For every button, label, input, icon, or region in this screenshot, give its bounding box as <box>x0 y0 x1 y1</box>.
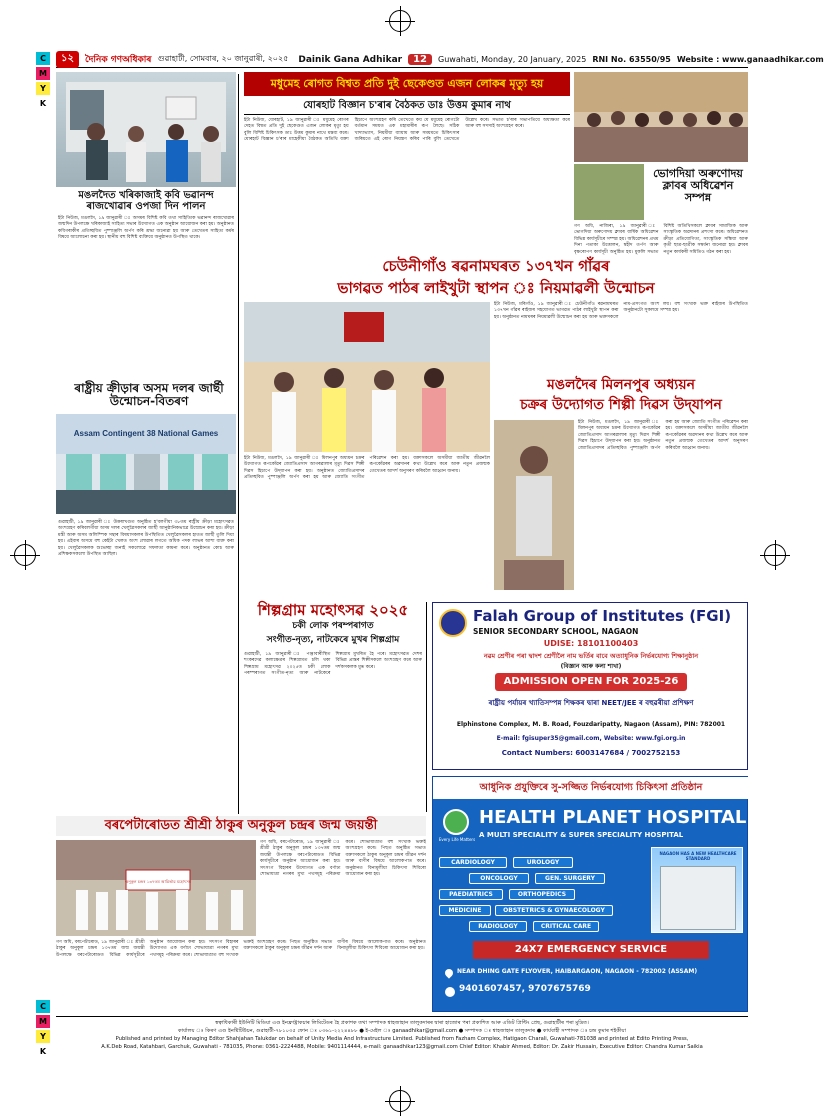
hph-logo-icon <box>443 809 469 835</box>
rni: RNI No. 63550/95 <box>592 55 671 64</box>
photo-procession <box>56 840 256 936</box>
column-rule-mid <box>426 602 427 812</box>
body-top: ইটা নিউজ, যোৰহাট, ১৯ জানুৱাৰী ঃ মধুমেহ ৰোগৰ দেহত বিশ্বত প্ৰতি দুই ছেকেণ্ডত এজন লোকৰ মৃত্যু হয় বুলি বিশিষ্ট চিকিৎসক ডাঃ উত্তম কুমাৰ নাথে মন্তব্য কৰে। যোৰহাট বিজ্ঞান চ'ৰাৰ মাহেকীয়া বৈঠকত অতিথি বক্তা হিচাপে অংশগ্ৰহণ কৰি তেখেতে কয় যে মধুমেহ ৰোগটো বৰ্তমান সময়ত এক মহামাৰীৰ ৰূপ লৈছে। সঠিক খাদ্যাভ্যাস, নিয়মীয়া ব্যায়াম আৰু সময়মতে চিকিৎসাৰ জৰিয়তে এই ৰোগ নিয়ন্ত্ৰণ কৰিব পাৰি বুলি তেখেতে উল্লেখ কৰে। সভাত চ'ৰাৰ সভাপতিয়ে অধ্যক্ষতা কৰে আৰু বহু সদস্যই অংশগ্ৰহণ কৰে। <box>244 118 570 143</box>
headline-left2: ৰাষ্ট্ৰীয় ক্ৰীড়াৰ অসম দলৰ জাৰ্ছী উন্মোচন-বিতৰণ <box>74 381 224 409</box>
website: Website : www.ganaadhikar.com <box>676 55 824 64</box>
photo-ceremony <box>56 72 236 187</box>
fgi-udise: UDISE: 18101100403 <box>543 639 639 648</box>
fgi-tagline: নৱম শ্ৰেণীৰ পৰা দ্বাদশ শ্ৰেণীলৈ নাম ভৰ্তিৰ বাবে অত্যাধুনিক নিৰ্ভৰযোগ্য শিক্ষানুষ্ঠান <box>483 652 699 660</box>
page-badge: ১২ <box>56 51 79 68</box>
headline-mid2-line1: মঙলদৈৰ মিলনপুৰ অধ্যয়ন <box>547 377 695 393</box>
dept-cardiology: CARDIOLOGY <box>439 857 507 868</box>
headline-mid2-line2: চক্ৰৰ উদ্যোগত শিল্পী দিৱস উদ্‌যাপন <box>520 397 722 413</box>
page-header <box>56 52 824 68</box>
registration-mark-left <box>14 544 36 566</box>
fgi-logo-icon <box>439 609 467 637</box>
masthead: দৈনিক গণঅধিকাৰ <box>85 55 152 65</box>
cmyk-bar-top: C M Y K <box>36 52 50 112</box>
dept-obstetrics: OBSTETRICS & GYNAECOLOGY <box>495 905 613 916</box>
fgi-title: Falah Group of Institutes (FGI) <box>473 607 732 625</box>
body-mid2-a: ইটা নিউজ, মঙলদৈ, ১৯ জানুৱাৰী ঃ মিলনপুৰ অধ্যয়ন চক্ৰৰ উদ্যোগত ৰূপকোঁৱৰ জ্যোতিপ্ৰসাদ আগৰৱালাৰ মৃত্যু দিৱস শিল্পী দিৱস হিচাপে উদ্‌যাপন কৰা হয়। অনুষ্ঠানত জ্যোতিপ্ৰসাদৰ প্ৰতিচ্ছবিত পুষ্পাঞ্জলি অৰ্পণ কৰা হয় আৰু জ্যোতি সংগীত পৰিৱেশন কৰা হয়। বক্তাসকলে অসমীয়া জাতীয় জীৱনলৈ ৰূপকোঁৱৰৰ অৱদানৰ কথা উল্লেখ কৰে আৰু নতুন প্ৰজন্মক তেখেতৰ আদৰ্শ অনুসৰণ কৰিবলৈ আহ্বান জনায়। <box>244 456 490 481</box>
body-mid3: গুৱাহাটী, ১৯ জানুৱাৰী ঃ পঞ্জাবাৰীস্থিত শংকৰদেৱ কলাক্ষেত্ৰৰ শিল্পগ্ৰামত চলি থকা শিল্পগ্ৰাম মহোৎসৱ ২০২৫ত চকী লোক পৰম্পৰাগত সংগীত-নৃত্য আৰু নাটকেৰে শিল্পগ্ৰাম মুখৰিত হৈ পৰে। মহোৎসৱত দেশৰ বিভিন্ন প্ৰান্তৰ শিল্পীসকলে অংশগ্ৰহণ কৰে আৰু দৰ্শকসকলক মুগ্ধ কৰে। <box>244 652 422 677</box>
date-en: Guwahati, Monday, 20 January, 2025 <box>438 55 587 64</box>
fgi-contact: Contact Numbers: 6003147684 / 7002752153 <box>501 749 681 757</box>
subhead-mid3-2: সংগীত-নৃত্য, নাটকেৰে মুখৰ শিল্পগ্ৰাম <box>266 635 400 645</box>
fgi-address: Elphinstone Complex, M. B. Road, Fouzdaripatty, Nagaon (Assam), PIN: 782001 <box>456 721 726 728</box>
fgi-admission: ADMISSION OPEN FOR 2025-26 <box>495 673 687 691</box>
hph-building-text: NAGAON HAS A NEW HEALTHCARE STANDARD <box>659 851 737 861</box>
footer-rule <box>56 1016 748 1017</box>
body-mid1: ইটা নিউজ, মৰিগাঁও, ১৯ জানুৱাৰী ঃ চেউনীগাঁও ৰৱনামঘৰত ১৩৭খন গাঁৱৰ ৰাইজৰ সহযোগত ভাগৱত পাঠৰ লাইখুটা স্থাপন কৰা হয়। অনুষ্ঠানত নামঘৰৰ নিয়মাৱলী উন্মোচন কৰা হয় আৰু ভক্তসকলে নাম-প্ৰসংগত অংশ লয়। বহু সংখ্যক ভক্ত ৰাইজৰ উপস্থিতিত অনুষ্ঠানটো সুকলমে সম্পন্ন হয়। <box>494 302 748 320</box>
hph-logo-text: Every Life Matters <box>438 837 476 842</box>
subhead-top: যোৰহাট বিজ্ঞান চ'ৰাৰ বৈঠকত ডাঃ উত্তম কুমাৰ নাথ <box>244 100 570 115</box>
body-bottom-b: গণ অধি, বৰপেটাৰোড, ১৯ জানুৱাৰী ঃ শ্ৰীশ্ৰী ঠাকুৰ অনুকূল চন্দ্ৰৰ ১৩৭তম জন্ম জয়ন্তী উপলক্ষে বৰপেটাৰোডত বিভিন্ন কাৰ্যসূচীৰে অনুষ্ঠান আয়োজন কৰা হয়। সৎসংগ বিহাৰৰ উদ্যোগত এক বৰ্ণাঢ্য শোভাযাত্ৰা নগৰৰ মুখ্য পথসমূহ পৰিক্ৰমা কৰে। শোভাযাত্ৰাত বহু সংখ্যক ভক্তই অংশগ্ৰহণ কৰে। পিছত অনুষ্ঠিত সভাত বক্তাসকলে ঠাকুৰ অনুকূল চন্দ্ৰৰ জীৱন দৰ্শন আৰু বাণীৰ বিষয়ে আলোকপাত কৰে। অনুষ্ঠানত বিনামূলীয়া চিকিৎসা শিবিৰো আয়োজন কৰা হয়। <box>56 940 426 958</box>
hph-name: HEALTH PLANET HOSPITAL <box>479 807 747 828</box>
hph-banner: আধুনিক প্ৰযুক্তিৰে সু-সজ্জিত নিৰ্ভৰযোগ্য চিকিৎসা প্ৰতিষ্ঠান <box>433 777 749 799</box>
headline-right1: ভোগদিয়া অৰুণোদয় ক্লাবৰ অধিৱেশন সম্পন্ন <box>653 167 743 205</box>
poster-text: অনুকূল চন্দ্ৰৰ ১৩৭তম আৱিৰ্ভাৱ মহোৎসৱ <box>124 879 192 884</box>
photo-books <box>574 164 644 220</box>
hph-phone: 9401607457, 9707675769 <box>459 984 591 994</box>
registration-mark-top <box>389 10 411 32</box>
body-mid2-b: ইটা নিউজ, মঙলদৈ, ১৯ জানুৱাৰী ঃ মিলনপুৰ অধ্যয়ন চক্ৰৰ উদ্যোগত ৰূপকোঁৱৰ জ্যোতিপ্ৰসাদ আগৰৱালাৰ মৃত্যু দিৱস শিল্পী দিৱস হিচাপে উদ্‌যাপন কৰা হয়। অনুষ্ঠানত জ্যোতিপ্ৰসাদৰ প্ৰতিচ্ছবিত পুষ্পাঞ্জলি অৰ্পণ কৰা হয় আৰু জ্যোতি সংগীত পৰিৱেশন কৰা হয়। বক্তাসকলে অসমীয়া জাতীয় জীৱনলৈ ৰূপকোঁৱৰৰ অৱদানৰ কথা উল্লেখ কৰে আৰু নতুন প্ৰজন্মক তেখেতৰ আদৰ্শ অনুসৰণ কৰিবলৈ আহ্বান জনায়। <box>578 420 748 451</box>
headline-mid1-line2: ভাগৱত পাঠৰ লাইখুটা স্থাপন ঃ নিয়মাৱলী উন্মোচন <box>337 279 655 297</box>
dept-critical-care: CRITICAL CARE <box>533 921 599 932</box>
footer-line1: স্বত্বাধিকাৰী ইউনিটি মিডিয়া এণ্ড ইনফ্ৰাষ্ট্ৰাকচাৰ লিমিটেডৰ হৈ প্ৰকাশক তথা সম্পাদক শ্বাহজাহান তালুকদাৰৰ দ্বাৰা হাজোৰ পৰা প্ৰকাশিত আৰু এডিট প্ৰিন্টিং প্ৰেছ, গুৱাহাটীৰ পৰা মুদ্ৰিত। <box>215 1020 589 1026</box>
dept-gen-surgery: GEN. SURGERY <box>535 873 605 884</box>
hph-emergency: 24X7 EMERGENCY SERVICE <box>473 941 709 959</box>
photo-club <box>574 72 748 162</box>
location-icon <box>443 967 454 978</box>
title-en: Dainik Gana Adhikar <box>298 54 403 65</box>
column-rule-left <box>238 74 239 814</box>
dept-radiology: RADIOLOGY <box>469 921 527 932</box>
ad-health-planet <box>432 776 748 1012</box>
dept-paediatrics: PAEDIATRICS <box>439 889 503 900</box>
headline-bottom: বৰপেটাৰোডত শ্ৰীশ্ৰী ঠাকুৰ অনুকূল চন্দ্ৰৰ জন্ম জয়ন্তী <box>56 816 426 836</box>
footer-line2: কাৰ্যালয় ঃ কিৰণ এণ্ড ইনষ্টিটিউচন, গুৱাহাটী-৭৮১০৩৫ ফোন ঃ ০৩৬১-২২২৪৪৮৮ ● ই-মেইল ঃ ganaadhikar@gmail.com ● সম্পাদক ঃ শ্বাহজাহান তালুকদাৰ ● কাৰ্যবাহী সম্পাদক ঃ চন্দ্ৰ কুমাৰ শইকীয়া <box>178 1028 626 1034</box>
body-bottom-a: গণ অধি, বৰপেটাৰোড, ১৯ জানুৱাৰী ঃ শ্ৰীশ্ৰী ঠাকুৰ অনুকূল চন্দ্ৰৰ ১৩৭তম জন্ম জয়ন্তী উপলক্ষে বৰপেটাৰোডত বিভিন্ন কাৰ্যসূচীৰে অনুষ্ঠান আয়োজন কৰা হয়। সৎসংগ বিহাৰৰ উদ্যোগত এক বৰ্ণাঢ্য শোভাযাত্ৰা নগৰৰ মুখ্য পথসমূহ পৰিক্ৰমা কৰে। শোভাযাত্ৰাত বহু সংখ্যক ভক্তই অংশগ্ৰহণ কৰে। পিছত অনুষ্ঠিত সভাত বক্তাসকলে ঠাকুৰ অনুকূল চন্দ্ৰৰ জীৱন দৰ্শন আৰু বাণীৰ বিষয়ে আলোকপাত কৰে। অনুষ্ঠানত বিনামূলীয়া চিকিৎসা শিবিৰো আয়োজন কৰা হয়। <box>260 840 426 878</box>
subhead-mid3-1: চকী লোক পৰম্পৰাগত <box>292 621 374 631</box>
photo-jersey <box>56 414 236 514</box>
page-number: 12 <box>408 54 432 65</box>
dept-oncology: ONCOLOGY <box>469 873 529 884</box>
registration-mark-right <box>764 544 786 566</box>
body-right1: গণ অধি, নাজিৰা, ১৯ জানুৱাৰী ঃ ভোগদিয়া অৰুণোদয় ক্লাবৰ বাৰ্ষিক অধিৱেশন বিভিন্ন কাৰ্যসূচীৰে সম্পন্ন হয়। অধিৱেশনৰ প্ৰথম দিনা পতাকা উত্তোলন, শ্বহীদ তৰ্পণ আৰু বৃক্ষৰোপণ কাৰ্যসূচী অনুষ্ঠিত হয়। মুকলি সভাত বিশিষ্ট অতিথিসকলে ক্লাবৰ সামাজিক আৰু সাংস্কৃতিক অৱদানৰ প্ৰশংসা কৰে। অধিৱেশনত ক্ৰীড়া প্ৰতিযোগিতা, সাংস্কৃতিক সন্ধিয়া আৰু কৃতী ছাত্ৰ-ছাত্ৰীক সম্বৰ্ধনা জনোৱা হয়। ক্লাবৰ নতুন কাৰ্যকৰী সমিতিও গঠন কৰা হয়। <box>574 224 748 255</box>
tshirt-board-text: Assam Contingent 38 National Games <box>73 429 219 438</box>
body-left2: গুৱাহাটী, ১৯ জানুৱাৰী ঃ উত্তৰাখণ্ডত অনুষ্ঠিত হ'বলগীয়া ৩৮তম ৰাষ্ট্ৰীয় ক্ৰীড়া মহোৎসৱত অংশগ্ৰহণ কৰিবলগীয়া অসম দলৰ খেলুৱৈসকলৰ জাৰ্ছী আনুষ্ঠানিকভাৱে উন্মোচন কৰা হয়। ক্ৰীড়া মন্ত্ৰী আৰু অসম অলিম্পিক সন্থাৰ বিষয়াসকলৰ উপস্থিতিত খেলুৱৈসকলৰ হাতত জাৰ্ছী তুলি দিয়া হয়। এইবাৰ অসমে বহু কেইটা খেলত অংশ লোৱাৰ লগতে অধিক পদক লাভৰ আশা ব্যক্ত কৰা হয়। খেলুৱৈসকলক শুভেচ্ছা জনাই সকলোৱে সফলতা কামনা কৰে। অনুষ্ঠানত কোচ আৰু প্ৰশিক্ষকসকলো উপস্থিত আছিল। <box>58 520 234 558</box>
photo-artist-day <box>494 420 574 590</box>
phone-icon <box>445 987 455 997</box>
headline-mid1-line1: চেউনীগাঁও ৰৱনামঘৰত ১৩৭খন গাঁৱৰ <box>382 257 610 275</box>
footer-line3: Published and printed by Managing Editor Shahjahan Talukdar on behalf of Unity Media And Infrastructure Limited. Published from Fazham Complex, Hatigaon Charali, Guwahati-781038 and printed at Edito Printing Press, <box>115 1036 689 1042</box>
hph-building <box>651 847 743 933</box>
headline-mid3: শিল্পগ্ৰাম মহোৎসৱ ২০২৫ <box>257 601 409 619</box>
fgi-email: E-mail: fgisuper35@gmail.com, Website: www.fgi.org.in <box>496 735 686 742</box>
body-left1: ইটা নিউজ, মঙলদৈ, ১৯ জানুৱাৰী ঃ অসমৰ বিশিষ্ট কবি তথা সাহিত্যিক ভৱানন্দ ৰাজখোৱাৰ জন্মদিন উপলক্ষে খৰিকাজাই সাহিত্য সভাৰ উদ্যোগত এক অনুষ্ঠান আয়োজন কৰা হয়। অনুষ্ঠানত কবিগৰাকীৰ প্ৰতিচ্ছবিত পুষ্পাঞ্জলি অৰ্পণ কৰি শ্ৰদ্ধা জনোৱা হয় আৰু তেখেতৰ সাহিত্য কৰ্মৰ বিষয়ে আলোচনা কৰা হয়। স্থানীয় বহু বিশিষ্ট ব্যক্তিয়ে অনুষ্ঠানত উপস্থিত থাকে। <box>58 216 234 241</box>
cmyk-bar-bottom: C M Y K <box>36 1000 50 1060</box>
hph-address: NEAR DHING GATE FLYOVER, HAIBARGAON, NAGAON - 782002 (ASSAM) <box>457 968 698 975</box>
dept-medicine: MEDICINE <box>439 905 491 916</box>
headline-left1: মঙলদৈত খৰিকাজাই কবি ভৱানন্দ ৰাজখোৱাৰ ওপজা দিন পালন <box>78 190 214 212</box>
fgi-coaching: ৰাষ্ট্ৰীয় পৰ্যায়ৰ খ্যাতিসম্পন্ন শিক্ষকৰ দ্বাৰা NEET/JEE ৰ বহুৱৰীয়া প্ৰশিক্ষণ <box>488 699 694 707</box>
fgi-subtitle: SENIOR SECONDARY SCHOOL, NAGAON <box>473 627 639 636</box>
dept-orthopedics: ORTHOPEDICS <box>509 889 575 900</box>
hph-sub: A MULTI SPECIALITY & SUPER SPECIALITY HOSPITAL <box>479 831 684 839</box>
banner-top: মধুমেহ ৰোগত বিশ্বত প্ৰতি দুই ছেকেণ্ডত এজন লোকৰ মৃত্যু হয় <box>244 72 570 96</box>
photo-namghar <box>244 302 490 452</box>
dept-urology: UROLOGY <box>513 857 573 868</box>
fgi-tag-sub: (বিজ্ঞান আৰু কলা শাখা) <box>560 663 622 670</box>
dateline: গুৱাহাটী, সোমবাৰ, ২০ জানুৱাৰী, ২০২৫ <box>157 54 289 63</box>
ad-fgi <box>432 602 748 770</box>
registration-mark-bottom <box>389 1090 411 1112</box>
footer-line4: A.K.Deb Road, Katahbari, Garchuk, Guwahati - 781035, Phone: 0361-2224488, Mobile: 9401114444, e-mail: ganaadhikar123@gmail.com Chief Editor: Khabir Ahmed, Editor: Dr. Zakir Hussain, Executive Editor: Chandra Kumar Saikia <box>101 1044 703 1050</box>
